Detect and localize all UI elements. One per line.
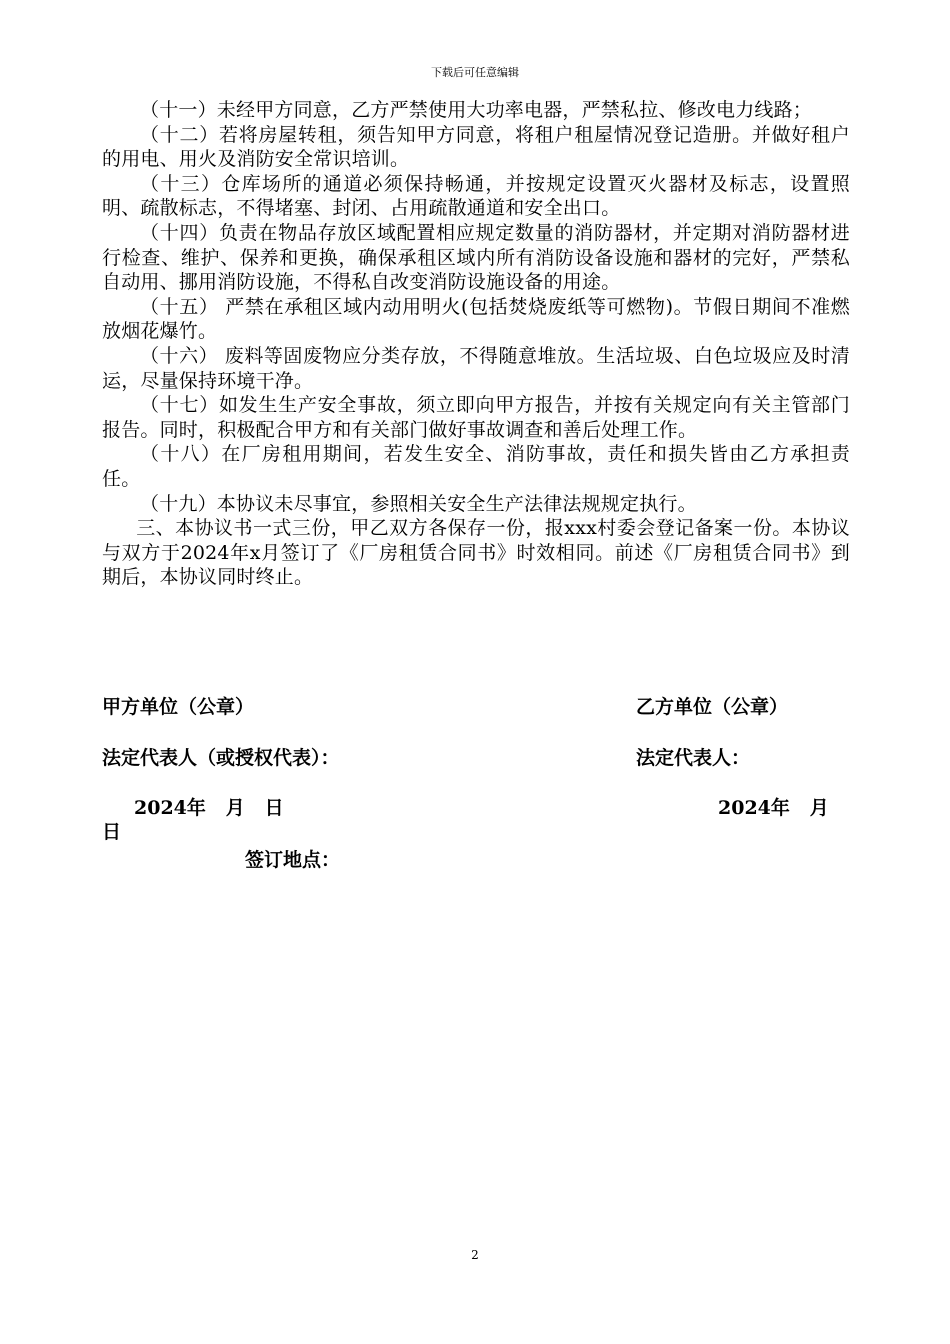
clause-13: （十三）仓库场所的通道必须保持畅通，并按规定设置灭火器材及标志，设置照明、疏散标志，不得堵塞、封闭、占用疏散通道和安全出口。 <box>102 172 850 220</box>
clause-19: （十九）本协议未尽事宜，参照相关安全生产法律法规规定执行。 <box>140 492 697 515</box>
clause-11: （十一）未经甲方同意，乙方严禁使用大功率电器，严禁私拉、修改电力线路； <box>140 99 813 121</box>
party-b-date: 2024年 月 <box>718 797 829 819</box>
party-b-representative-label: 法定代表人： <box>636 747 751 769</box>
clause-14: （十四）负责在物品存放区域配置相应规定数量的消防器材，并定期对消防器材进行检查、维护、保养和更换，确保承租区域内所有消防设备设施和器材的完好，严禁私自动用、挪用消防设施，不得私自改变消防设施设备的用途。 <box>102 221 850 294</box>
page-header-note: 下载后可任意编辑 <box>431 66 519 79</box>
agreement-body <box>102 98 850 590</box>
page-number: 2 <box>471 1248 479 1262</box>
signing-place-label: 签订地点： <box>245 849 341 871</box>
clause-16: （十六） 废料等固废物应分类存放，不得随意堆放。生活垃圾、白色垃圾应及时清运，尽量保持环境干净。 <box>102 344 850 392</box>
party-b-date-day: 日 <box>102 821 122 843</box>
party-b-unit-label: 乙方单位（公章） <box>636 696 789 718</box>
clause-15: （十五） 严禁在承租区域内动用明火(包括焚烧废纸等可燃物)。节假日期间不准燃放烟花爆竹。 <box>102 295 850 343</box>
party-a-representative-label: 法定代表人（或授权代表）： <box>102 747 340 769</box>
party-a-date: 2024年 月 日 <box>134 797 284 819</box>
section-three: 三、本协议书一式三份，甲乙双方各保存一份，报xxx村委会登记备案一份。本协议与双方于2024年x月签订了《厂房租赁合同书》时效相同。前述《厂房租赁合同书》到期后，本协议同时终止。 <box>102 517 850 589</box>
clause-12: （十二）若将房屋转租，须告知甲方同意，将租户租屋情况登记造册。并做好租户的用电、用火及消防安全常识培训。 <box>102 123 850 171</box>
clause-18: （十八）在厂房租用期间，若发生安全、消防事故，责任和损失皆由乙方承担责任。 <box>102 443 850 490</box>
party-a-unit-label: 甲方单位（公章） <box>102 696 255 718</box>
clause-17: （十七）如发生生产安全事故，须立即向甲方报告，并按有关规定向有关主管部门报告。同时，积极配合甲方和有关部门做好事故调查和善后处理工作。 <box>102 394 850 441</box>
